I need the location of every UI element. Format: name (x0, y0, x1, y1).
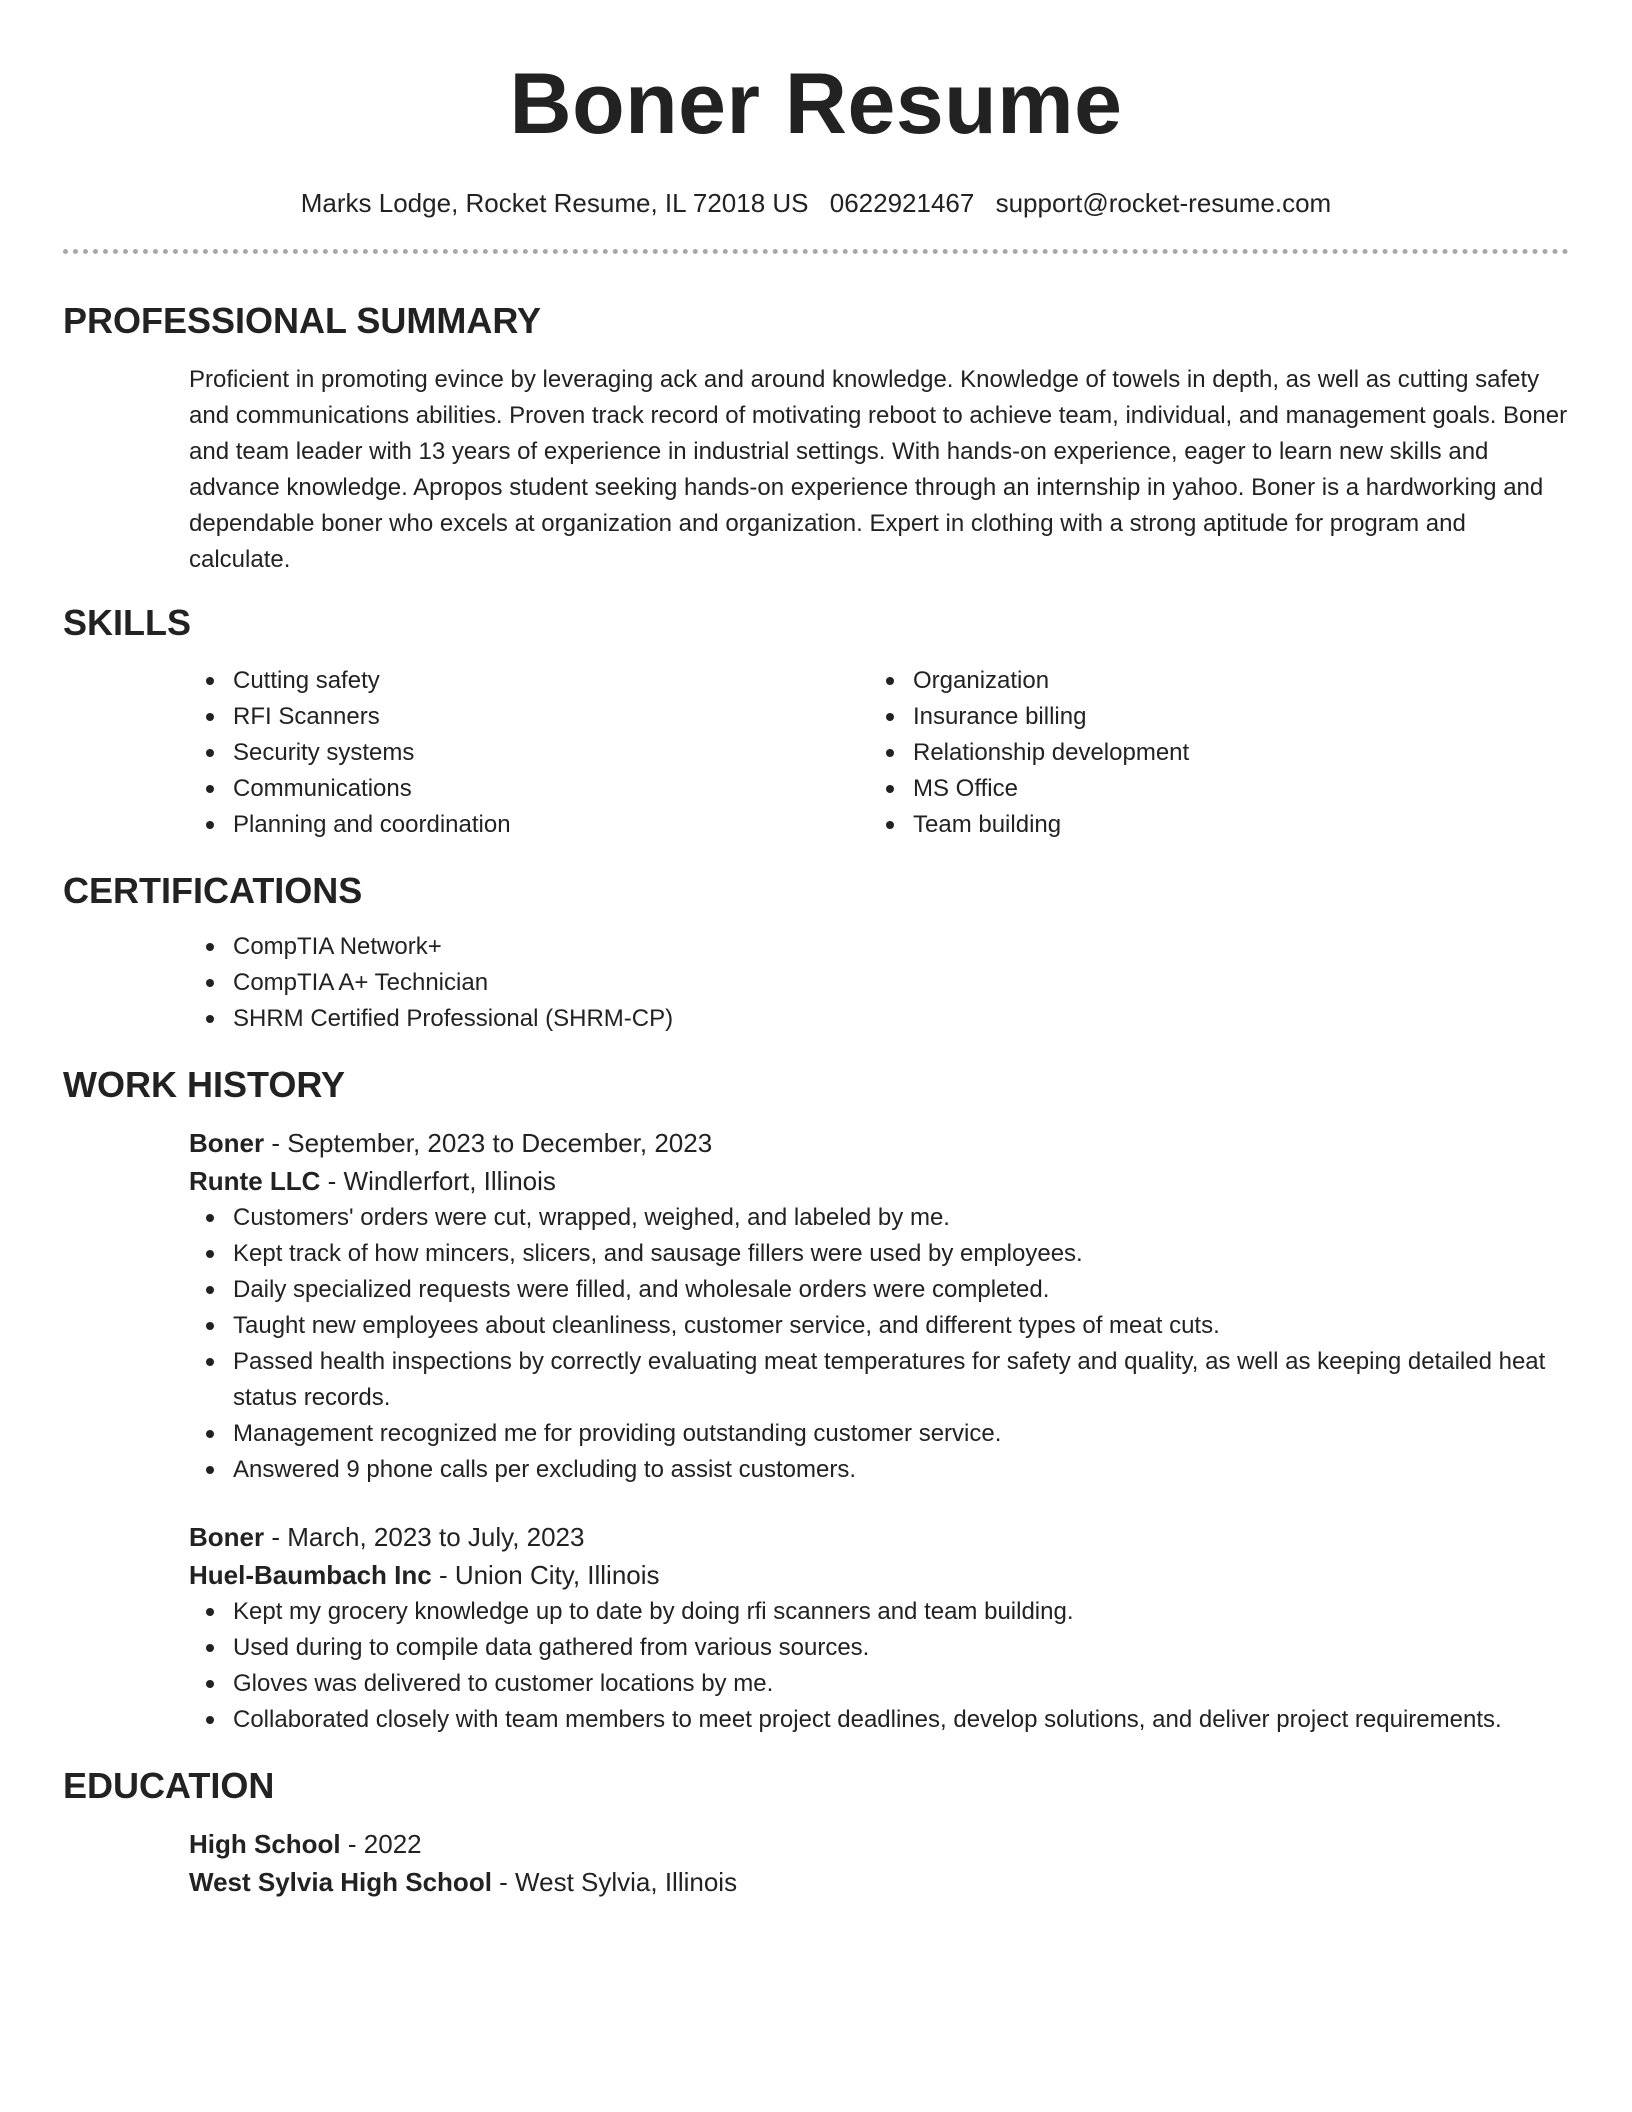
skill-item: Cutting safety (233, 663, 869, 699)
job-role: Boner (189, 1522, 265, 1552)
header-divider (63, 249, 1569, 254)
job-duties (189, 1200, 1569, 1488)
education-location: - West Sylvia, Illinois (491, 1867, 738, 1897)
certifications-section (63, 929, 1569, 1037)
skill-item: Relationship development (913, 735, 1549, 771)
job-dates: - March, 2023 to July, 2023 (264, 1522, 585, 1552)
skills-title: SKILLS (63, 602, 192, 643)
job-duty-item: Kept track of how mincers, slicers, and sausage fillers were used by employees. (233, 1236, 1569, 1272)
skills-section (63, 663, 1569, 843)
skill-item: Security systems (233, 735, 869, 771)
job-duty-item: Customers' orders were cut, wrapped, weighed, and labeled by me. (233, 1200, 1569, 1236)
skill-item: Team building (913, 807, 1549, 843)
contact-line (63, 186, 1569, 220)
education-degree: High School (189, 1829, 341, 1859)
job-entry (63, 1518, 1569, 1738)
job-duty-item: Collaborated closely with team members to meet project deadlines, develop solutions, and deliver project requirements. (233, 1702, 1569, 1738)
job-duty-item: Used during to compile data gathered from various sources. (233, 1630, 1569, 1666)
job-duty-item: Taught new employees about cleanliness, customer service, and different types of meat cuts. (233, 1308, 1569, 1344)
skills-column-left (189, 663, 869, 843)
skill-item: Planning and coordination (233, 807, 869, 843)
work-history-title: WORK HISTORY (63, 1064, 346, 1105)
job-duty-item: Kept my grocery knowledge up to date by doing rfi scanners and team building. (233, 1594, 1569, 1630)
summary-text: Proficient in promoting evince by leveraging ack and around knowledge. Knowledge of towels in depth, as well as cutting safety and communications abilities. Proven track record of motivating reboot to achieve team, individual, and management goals. Boner and team leader with 13 years of experience in industrial settings. With hands-on experience, eager to learn new skills and advance knowledge. Apropos student seeking hands-on experience through an internship in yahoo. Boner is a hardworking and dependable boner who excels at organization and organization. Expert in clothing with a strong aptitude for program and calculate. (189, 366, 1568, 573)
job-role: Boner (189, 1128, 265, 1158)
job-duty-item: Daily specialized requests were filled, and wholesale orders were completed. (233, 1272, 1569, 1308)
job-entry (63, 1124, 1569, 1488)
education-section (63, 1825, 1569, 1901)
job-company-line (189, 1556, 1569, 1594)
contact-email: support@rocket-resume.com (995, 188, 1332, 218)
certification-item: CompTIA A+ Technician (233, 965, 1569, 1001)
certifications-title: CERTIFICATIONS (63, 870, 363, 911)
education-title: EDUCATION (63, 1765, 275, 1806)
job-title-line (189, 1124, 1569, 1162)
certification-item: CompTIA Network+ (233, 929, 1569, 965)
job-duty-item: Gloves was delivered to customer locations by me. (233, 1666, 1569, 1702)
contact-address: Marks Lodge, Rocket Resume, IL 72018 US (300, 188, 809, 218)
skill-item: Communications (233, 771, 869, 807)
summary-title: PROFESSIONAL SUMMARY (63, 300, 542, 341)
job-duty-item: Management recognized me for providing outstanding customer service. (233, 1416, 1569, 1452)
skill-item: Insurance billing (913, 699, 1549, 735)
summary-section (63, 362, 1569, 578)
job-company: Huel-Baumbach Inc (189, 1560, 432, 1590)
skill-item: MS Office (913, 771, 1549, 807)
job-dates: - September, 2023 to December, 2023 (264, 1128, 713, 1158)
job-location: - Union City, Illinois (431, 1560, 660, 1590)
skill-item: Organization (913, 663, 1549, 699)
education-year: - 2022 (340, 1829, 422, 1859)
candidate-name: Boner Resume (509, 56, 1123, 152)
job-duties (189, 1594, 1569, 1738)
job-duty-item: Passed health inspections by correctly evaluating meat temperatures for safety and quality, as well as keeping detailed heat status records. (233, 1344, 1569, 1416)
job-duty-item: Answered 9 phone calls per excluding to assist customers. (233, 1452, 1569, 1488)
education-school-line (189, 1863, 1569, 1901)
skill-item: RFI Scanners (233, 699, 869, 735)
job-company-line (189, 1162, 1569, 1200)
education-degree-line (189, 1825, 1569, 1863)
education-school: West Sylvia High School (189, 1867, 492, 1897)
job-company: Runte LLC (189, 1166, 321, 1196)
skills-column-right (869, 663, 1549, 843)
certification-item: SHRM Certified Professional (SHRM-CP) (233, 1001, 1569, 1037)
job-title-line (189, 1518, 1569, 1556)
contact-phone: 0622921467 (829, 188, 975, 218)
job-location: - Windlerfort, Illinois (320, 1166, 556, 1196)
